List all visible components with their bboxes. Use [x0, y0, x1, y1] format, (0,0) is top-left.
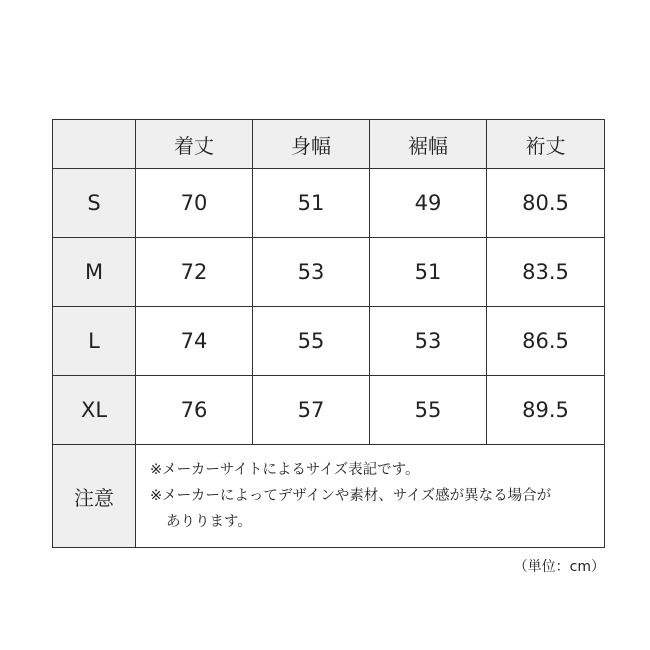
column-header-sleeve-length: 裄丈 — [487, 120, 605, 169]
cell-value: 72 — [136, 238, 253, 307]
header-row — [53, 120, 605, 169]
cell-value: 70 — [136, 169, 253, 238]
note-line: ※メーカーサイトによるサイズ表記です。 — [150, 462, 420, 478]
cell-value: 76 — [136, 376, 253, 445]
cell-value: 51 — [253, 169, 370, 238]
row-header-size: M — [53, 238, 136, 307]
row-header-size: S — [53, 169, 136, 238]
cell-value: 55 — [370, 376, 487, 445]
table-row — [53, 376, 605, 445]
cell-value: 55 — [253, 307, 370, 376]
notes-label: 注意 — [53, 445, 136, 548]
size-chart-table — [52, 119, 605, 548]
notes-cell — [136, 445, 605, 548]
column-header-hem-width: 裾幅 — [370, 120, 487, 169]
cell-value: 86.5 — [487, 307, 605, 376]
cell-value: 51 — [370, 238, 487, 307]
cell-value: 89.5 — [487, 376, 605, 445]
cell-value: 80.5 — [487, 169, 605, 238]
table-row — [53, 238, 605, 307]
cell-value: 74 — [136, 307, 253, 376]
cell-value: 53 — [370, 307, 487, 376]
column-header-length: 着丈 — [136, 120, 253, 169]
note-line: ありります。 — [166, 514, 252, 530]
corner-cell — [53, 120, 136, 169]
table-row — [53, 307, 605, 376]
note-line: ※メーカーによってデザインや素材、サイズ感が異なる場合が — [150, 488, 552, 504]
unit-label: （単位：cm） — [513, 559, 605, 575]
notes-row — [53, 445, 605, 548]
row-header-size: XL — [53, 376, 136, 445]
column-header-chest-width: 身幅 — [253, 120, 370, 169]
cell-value: 53 — [253, 238, 370, 307]
cell-value: 83.5 — [487, 238, 605, 307]
table-row — [53, 169, 605, 238]
cell-value: 49 — [370, 169, 487, 238]
row-header-size: L — [53, 307, 136, 376]
cell-value: 57 — [253, 376, 370, 445]
